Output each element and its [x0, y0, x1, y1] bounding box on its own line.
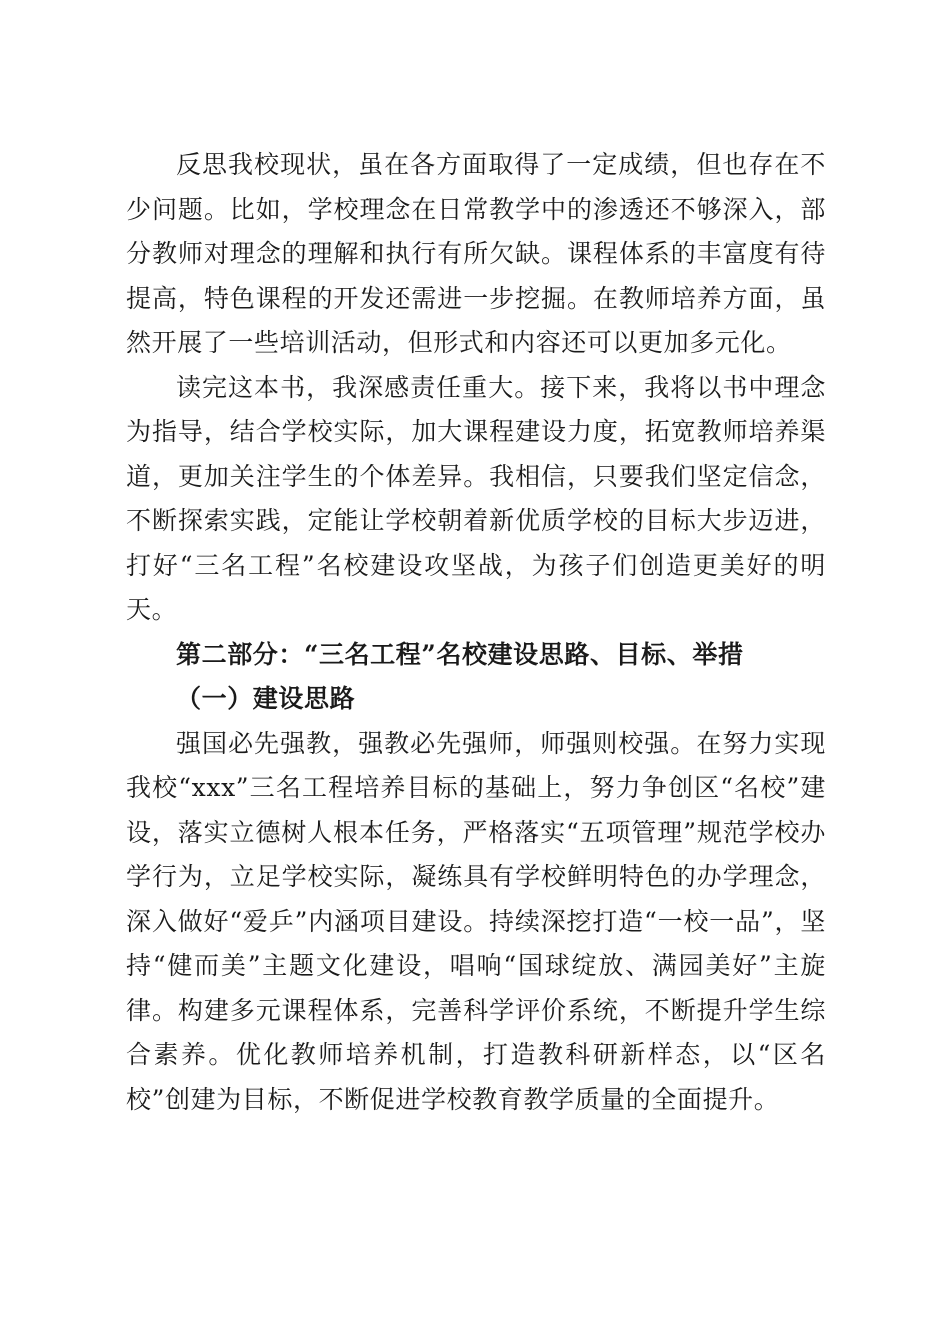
section-heading: 第二部分：“三名工程”名校建设思路、目标、举措 [176, 639, 744, 669]
paragraph-reflection: 反思我校现状，虽在各方面取得了一定成绩，但也存在不少问题。比如，学校理念在日常教学中的渗透还不够深入，部分教师对理念的理解和执行有所欠缺。课程体系的丰富度有待提高，特色课程的开发还需进一步挖掘。在教师培养方面，虽然开展了一些培训活动，但形式和内容还可以更加多元化。 [126, 150, 826, 357]
document-body [126, 143, 826, 1122]
subsection-heading: （一）建设思路 [176, 684, 356, 713]
paragraph-plan: 读完这本书，我深感责任重大。接下来，我将以书中理念为指导，结合学校实际，加大课程建设力度，拓宽教师培养渠道，更加关注学生的个体差异。我相信，只要我们坚定信念，不断探索实践，定能让学校朝着新优质学校的目标大步迈进，打好“三名工程”名校建设攻坚战，为孩子们创造更美好的明天。 [126, 372, 826, 624]
paragraph-construction-idea: 强国必先强教，强教必先强师，师强则校强。在努力实现我校“xxx”三名工程培养目标的基础上，努力争创区“名校”建设，落实立德树人根本任务，严格落实“五项管理”规范学校办学行为，立足学校实际，凝练具有学校鲜明特色的办学理念，深入做好“爱乒”内涵项目建设。持续深挖打造“一校一品”，坚持“健而美”主题文化建设，唱响“国球绽放、满园美好”主旋律。构建多元课程体系，完善科学评价系统，不断提升学生综合素养。优化教师培养机制，打造教科研新样态，以“区名校”创建为目标，不断促进学校教育教学质量的全面提升。 [126, 728, 826, 1114]
